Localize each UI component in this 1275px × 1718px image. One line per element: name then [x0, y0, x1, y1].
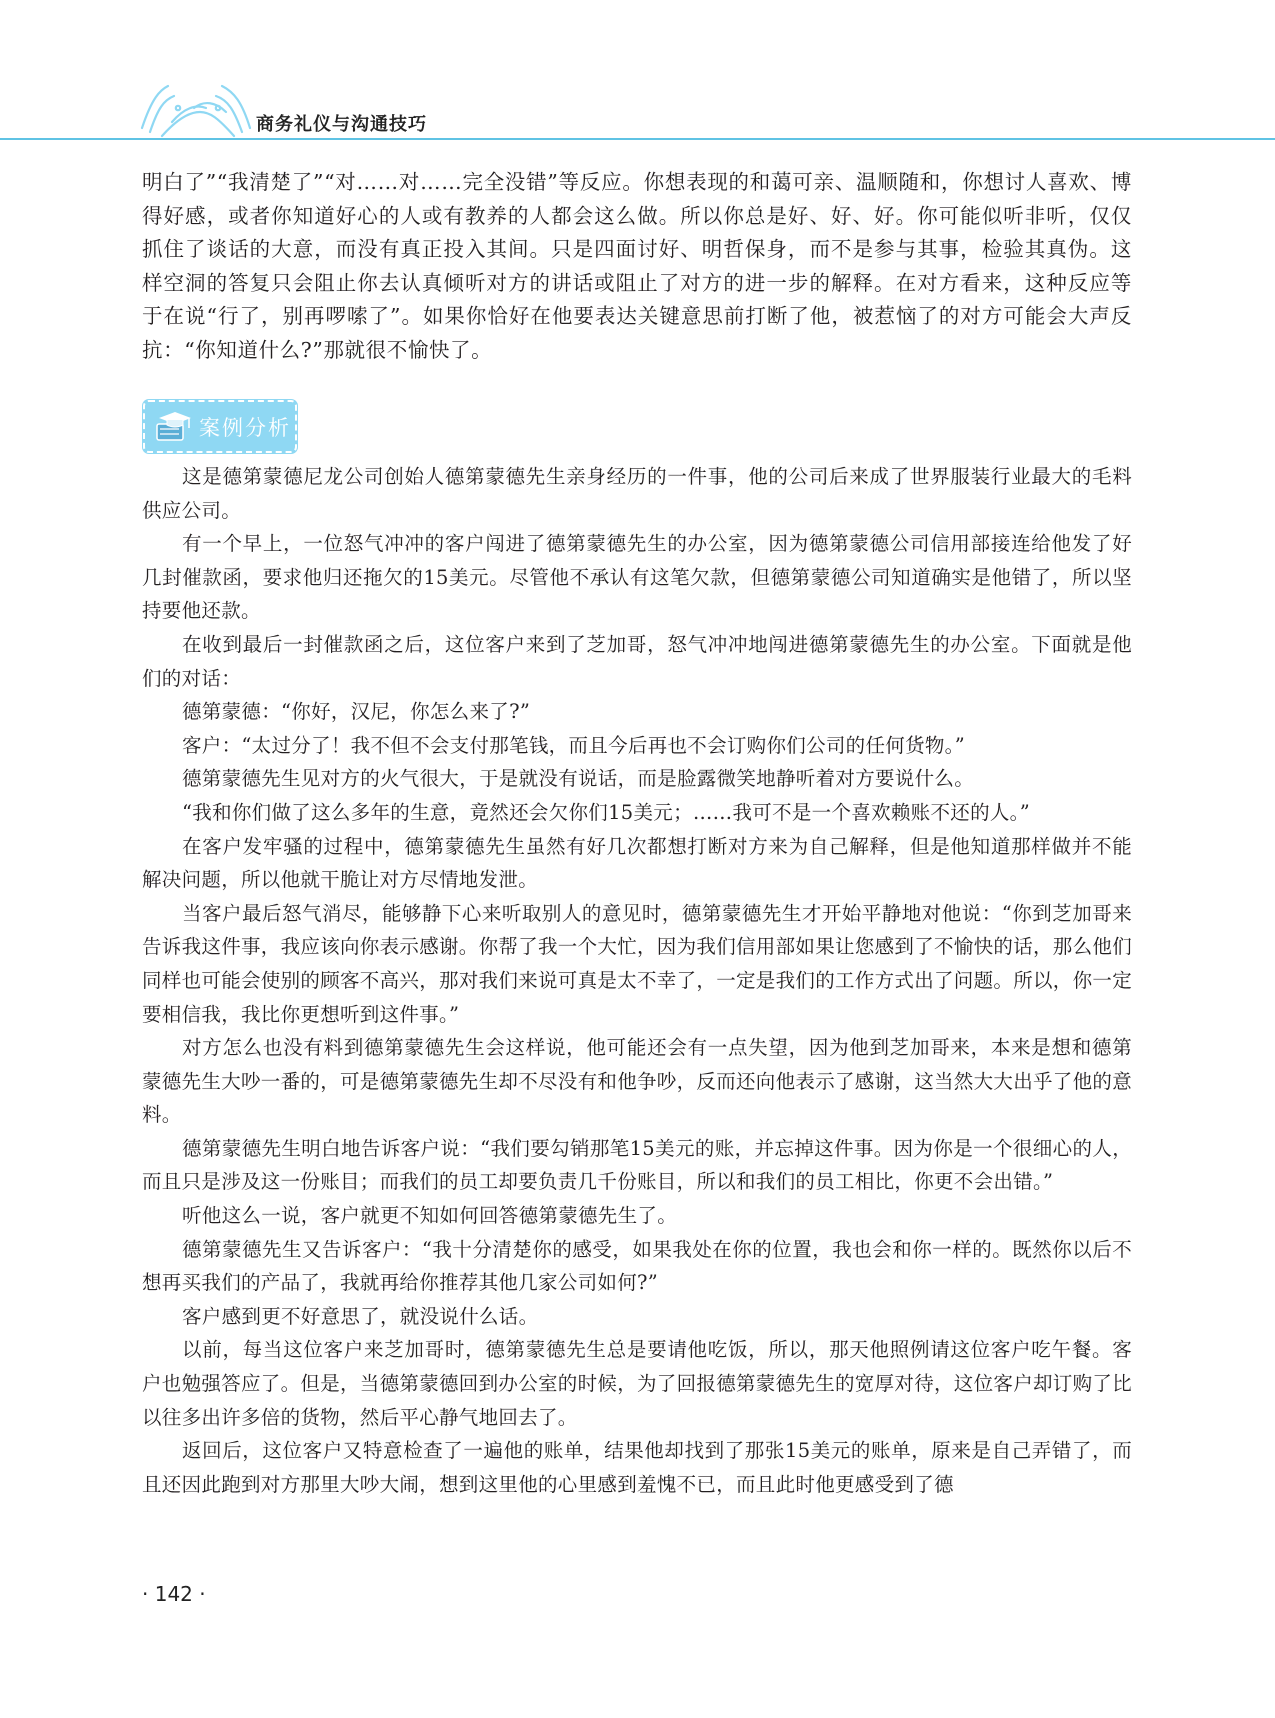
case-paragraph: 返回后，这位客户又特意检查了一遍他的账单，结果他却找到了那张15美元的账单，原来是自己弄错了，而且还因此跑到对方那里大吵大闹，想到这里他的心里感到羞愧不已，而且此时他更感受到了德	[142, 1439, 1132, 1496]
case-analysis-badge	[143, 400, 297, 453]
case-paragraph: 对方怎么也没有料到德第蒙德先生会这样说，他可能还会有一点失望，因为他到芝加哥来，本来是想和德第蒙德先生大吵一番的，可是德第蒙德先生却不尽没有和他争吵，反而还向他表示了感谢，这当然大大出乎了他的意料。	[142, 1036, 1133, 1127]
case-paragraph: 德第蒙德先生明白地告诉客户说：“我们要勾销那笔15美元的账，并忘掉这件事。因为你是一个很细心的人，而且只是涉及这一份账目；而我们的员工却要负责几千份账目，所以和我们的员工相比，你更不会出错。”	[142, 1136, 1132, 1194]
case-paragraph: 客户感到更不好意思了，就没说什么话。	[182, 1304, 539, 1328]
dialogue-line: 客户：“太过分了！我不但不会支付那笔钱，而且今后再也不会订购你们公司的任何货物。”	[182, 733, 965, 757]
dialogue-line: 德第蒙德：“你好，汉尼，你怎么来了?”	[182, 700, 531, 724]
case-paragraph: 德第蒙德先生见对方的火气很大，于是就没有说话，而是脸露微笑地静听着对方要说什么。	[182, 767, 975, 791]
case-analysis-label: 案例分析	[199, 416, 291, 440]
case-paragraph: 当客户最后怒气消尽，能够静下心来听取别人的意见时，德第蒙德先生才开始平静地对他说：“你到芝加哥来告诉我这件事，我应该向你表示感谢。你帮了我一个大忙，因为我们信用部如果让您感到了不愉快的话，那么他们同样也可能会使别的顾客不高兴，那对我们来说可真是太不幸了，一定是我们的工作方式出了问题。所以，你一定要相信我，我比你更想听到这件事。”	[142, 901, 1133, 1026]
case-paragraph: 有一个早上，一位怒气冲冲的客户闯进了德第蒙德先生的办公室，因为德第蒙德公司信用部接连给他发了好几封催款函，要求他归还拖欠的15美元。尽管他不承认有这笔欠款，但德第蒙德公司知道确实是他错了，所以坚持要他还款。	[142, 532, 1132, 623]
case-paragraph: 听他这么一说，客户就更不知如何回答德第蒙德先生了。	[182, 1204, 678, 1228]
handshake-logo-icon	[138, 78, 258, 140]
book-title: 商务礼仪与沟通技巧	[256, 114, 427, 135]
intro-paragraph: 明白了”“我清楚了”“对……对……完全没错”等反应。你想表现的和蔼可亲、温顺随和，你想讨人喜欢、博得好感，或者你知道好心的人或有教养的人都会这么做。所以你总是好、好、好。你可能似听非听，仅仅抓住了谈话的大意，而没有真正投入其间。只是四面讨好、明哲保身，而不是参与其事，检验其真伪。这样空洞的答复只会阻止你去认真倾听对方的讲话或阻止了对方的进一步的解释。在对方看来，这种反应等于在说“行了，别再啰嗦了”。如果你恰好在他要表达关键意思前打断了他，被惹恼了的对方可能会大声反抗：“你知道什么?”那就很不愉快了。	[142, 170, 1132, 362]
case-body	[142, 460, 1132, 1501]
header-divider	[0, 138, 1275, 140]
dialogue-line: “我和你们做了这么多年的生意，竟然还会欠你们15美元；……我可不是一个喜欢赖账不还的人。”	[182, 800, 1031, 824]
case-paragraph: 在客户发牢骚的过程中，德第蒙德先生虽然有好几次都想打断对方来为自己解释，但是他知道那样做并不能解决问题，所以他就干脆让对方尽情地发泄。	[142, 834, 1132, 892]
page-number: · 142 ·	[142, 1582, 206, 1606]
case-paragraph: 在收到最后一封催款函之后，这位客户来到了芝加哥，怒气冲冲地闯进德第蒙德先生的办公室。下面就是他们的对话：	[142, 632, 1132, 690]
case-paragraph: 以前，每当这位客户来芝加哥时，德第蒙德先生总是要请他吃饭，所以，那天他照例请这位客户吃午餐。客户也勉强答应了。但是，当德第蒙德回到办公室的时候，为了回报德第蒙德先生的宽厚对待，这位客户却订购了比以往多出许多倍的货物，然后平心静气地回去了。	[142, 1338, 1133, 1429]
graduation-cap-book-icon	[151, 406, 195, 446]
case-paragraph: 这是德第蒙德尼龙公司创始人德第蒙德先生亲身经历的一件事，他的公司后来成了世界服装行业最大的毛料供应公司。	[142, 465, 1132, 522]
case-paragraph: 德第蒙德先生又告诉客户：“我十分清楚你的感受，如果我处在你的位置，我也会和你一样的。既然你以后不想再买我们的产品了，我就再给你推荐其他几家公司如何?”	[142, 1237, 1132, 1295]
page-header	[0, 0, 1275, 150]
